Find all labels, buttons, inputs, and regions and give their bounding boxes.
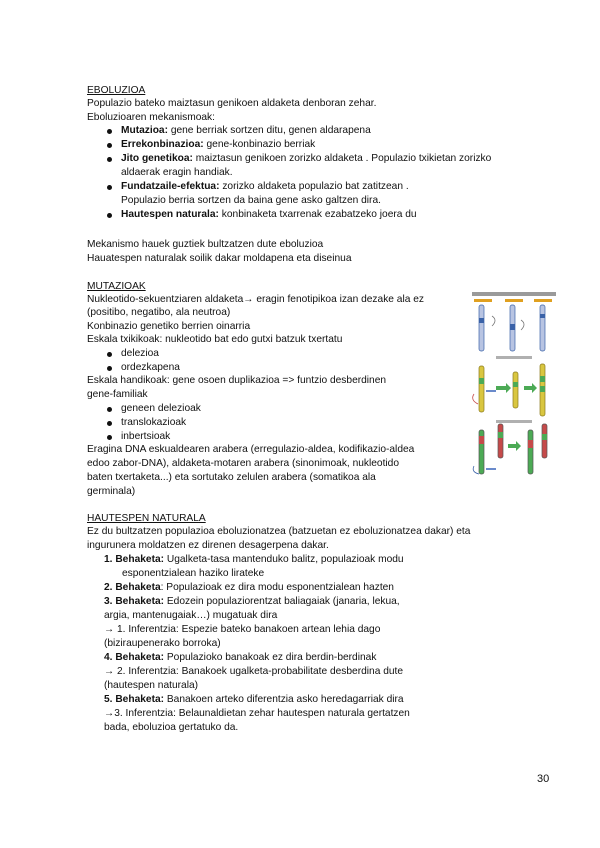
observation-label: 4. Behaketa:	[104, 652, 165, 663]
mutations-line: edoo zabor-DNA), aldaketa-motaren arabera (sinonimoak, nukleotido	[87, 458, 400, 469]
bullet	[107, 435, 112, 440]
observation-cont: argia, mantenugaiak…) mugatuak dira	[104, 610, 278, 621]
mutations-line: baten txertaketa...) eta sortutako zelulen arabera (somatikoa ala	[87, 472, 376, 483]
evolution-line1: Populazio bateko maiztasun genikoen aldaketa denboran zehar.	[87, 98, 377, 109]
bullet	[107, 352, 112, 357]
small-scale-item: delezioa	[121, 348, 159, 359]
large-scale-item: geneen delezioak	[121, 403, 201, 414]
mechanism-text: gene-konbinazio berriak	[203, 139, 316, 150]
bullet	[107, 129, 112, 134]
inference-cont: (hautespen naturala)	[104, 680, 199, 691]
natsel-heading: HAUTESPEN NATURALA	[87, 513, 206, 524]
mechanism-item	[121, 152, 491, 165]
mechanism-term: Errekonbinazioa:	[121, 139, 204, 150]
natsel-line: ingurunera moldatzen ez direnen desagerpena dakar.	[87, 540, 329, 551]
mechanism-text: gene berriak sortzen ditu, genen aldarapena	[167, 125, 371, 136]
mechanism-term: Mutazioa:	[121, 125, 168, 136]
bullet	[107, 213, 112, 218]
mutations-line: Nukleotido-sekuentziaren aldaketa→ eragin fenotipikoa izan dezake ala ez	[87, 294, 424, 305]
mechanism-term: Jito genetikoa:	[121, 153, 193, 164]
mechanism-cont: Populazio berria sortzen da baina gene asko galtzen dira.	[121, 195, 381, 206]
inference-2: → 2. Inferentzia: Banakoek ugalketa-probabilitate desberdina dute	[104, 666, 404, 677]
bullet	[107, 421, 112, 426]
observation-label: 3. Behaketa:	[104, 596, 165, 607]
observation-text: : Populazioak ez dira modu esponentzialean hazten	[160, 582, 394, 593]
mechanism-text: maiztasun genikoen zorizko aldaketa . Populazio txikietan zorizko	[192, 153, 492, 164]
figure-caption-bar	[472, 292, 556, 296]
observation-text: Populazioko banakoak ez dira berdin-berdinak	[164, 652, 377, 663]
mutations-line: gene-familiak	[87, 389, 148, 400]
mutations-line: (positibo, negatibo, ala neutroa)	[87, 307, 231, 318]
observation-5	[104, 693, 404, 706]
mutations-line: Eragina DNA eskualdearen arabera (erregulazio-aldea, kodifikazio-aldea	[87, 444, 415, 455]
bullet	[107, 157, 112, 162]
observation-2	[104, 581, 394, 594]
inference-3: →3. Inferentzia: Belaunaldietan zehar hautespen naturala gertatzen	[104, 708, 410, 719]
mechanism-item	[121, 138, 315, 151]
large-scale-item: inbertsioak	[121, 431, 171, 442]
chromosome-mutations-figure	[468, 290, 560, 488]
mutations-heading: MUTAZIOAK	[87, 281, 146, 292]
mechanism-item	[121, 180, 409, 193]
observation-label: 2. Behaketa	[104, 582, 161, 593]
observation-3	[104, 595, 400, 608]
observation-text: Ugalketa-tasa mantenduko balitz, populazioak modu	[164, 554, 404, 565]
evolution-heading: EBOLUZIOA	[87, 85, 146, 96]
observation-4	[104, 651, 376, 664]
inference-cont: (biziraupenerako borroka)	[104, 638, 221, 649]
observation-text: Banakoen arteko diferentzia asko heredagarriak dira	[164, 694, 404, 705]
page-number: 30	[537, 773, 550, 785]
inference-cont: bada, eboluzioa gertatuko da.	[104, 722, 239, 733]
bullet	[107, 143, 112, 148]
mutations-line: germinala)	[87, 486, 136, 497]
mechanism-item	[121, 208, 417, 221]
evolution-summary2: Hauatespen naturalak soilik dakar moldapena eta diseinua	[87, 253, 352, 264]
mutations-line: Eskala txikikoak: nukleotido bat edo gutxi batzuk txertatu	[87, 334, 343, 345]
mechanism-term: Hautespen naturala:	[121, 209, 219, 220]
observation-1	[104, 553, 404, 566]
mechanism-text: zorizko aldaketa populazio bat zatitzean .	[219, 181, 409, 192]
observation-text: Edozein populaziorentzat baliagaiak (janaria, lekua,	[164, 596, 400, 607]
large-scale-item: translokazioak	[121, 417, 187, 428]
inference-1: → 1. Inferentzia: Espezie bateko banakoen artean lehia dago	[104, 624, 381, 635]
bullet	[107, 366, 112, 371]
mechanism-cont: aldaerak eragin handiak.	[121, 167, 233, 178]
mechanism-text: konbinaketa txarrenak ezabatzeko joera du	[218, 209, 417, 220]
observation-label: 5. Behaketa:	[104, 694, 165, 705]
observation-cont: esponentzialean haziko lirateke	[122, 568, 265, 579]
observation-label: 1. Behaketa:	[104, 554, 165, 565]
mechanism-item	[121, 124, 371, 137]
evolution-summary1: Mekanismo hauek guztiek bultzatzen dute eboluzioa	[87, 239, 324, 250]
bullet	[107, 407, 112, 412]
mechanism-term: Fundatzaile-efektua:	[121, 181, 220, 192]
evolution-line2: Eboluzioaren mekanismoak:	[87, 112, 215, 123]
mutations-line: Konbinazio genetiko berrien oinarria	[87, 321, 251, 332]
small-scale-item: ordezkapena	[121, 362, 180, 373]
bullet	[107, 185, 112, 190]
mutations-line: Eskala handikoak: gene osoen duplikazioa => funtzio desberdinen	[87, 375, 387, 386]
natsel-line: Ez du bultzatzen populazioa eboluzionatzea (batzuetan ez eboluzionatzea dakar) eta	[87, 526, 471, 537]
